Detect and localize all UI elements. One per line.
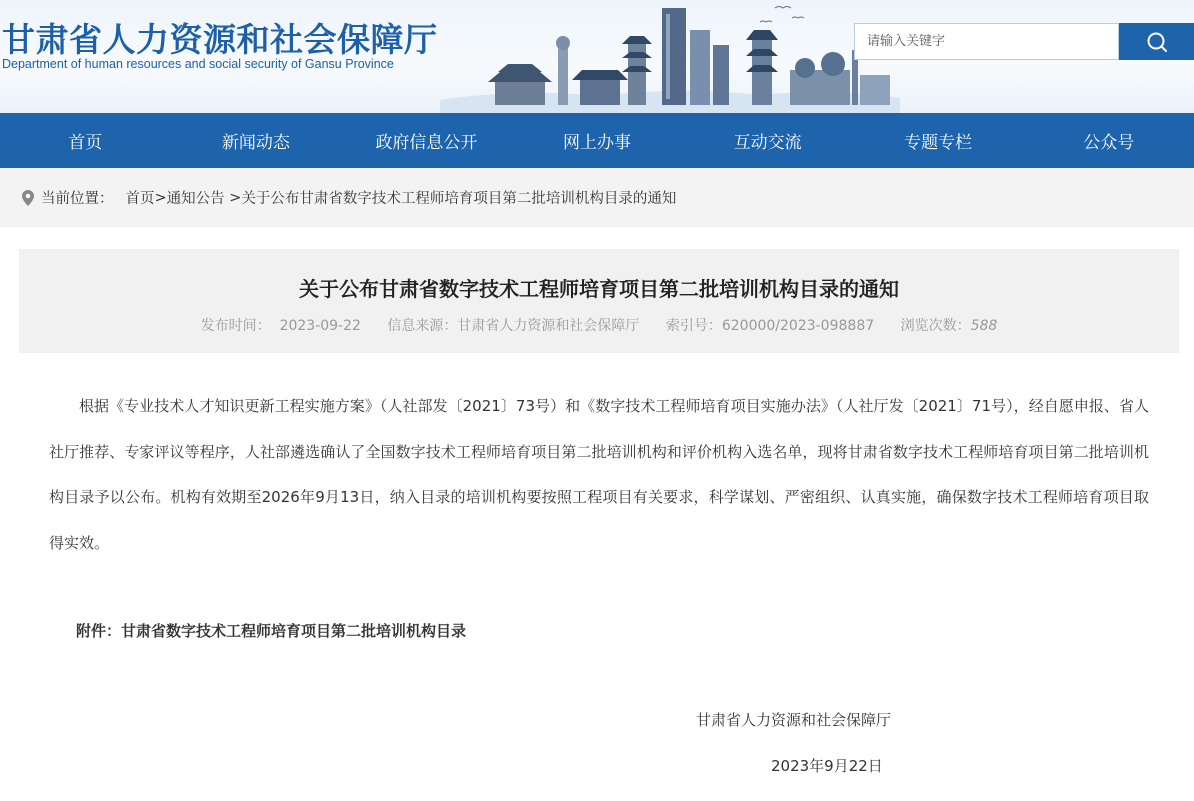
search-icon: [1145, 30, 1169, 54]
info-source: [387, 318, 639, 334]
index-number: [666, 318, 874, 334]
breadcrumb-current-page[interactable]: 关于公布甘肃省数字技术工程师培育项目第二批培训机构目录的通知: [241, 191, 677, 207]
main-nav: [0, 113, 1194, 168]
breadcrumb-separator: >: [154, 189, 167, 206]
location-pin-icon: [22, 190, 34, 206]
site-title[interactable]: 甘肃省人力资源和社会保障厅: [2, 20, 438, 59]
article-body: 根据《专业技术人才知识更新工程实施方案》（人社部发〔2021〕73号）和《数字技术工程师培育项目实施办法》（人社厅发〔2021〕71号），经自愿申报、省人社厅推荐、专家评议等程序，人社部遴选确认了全国数字技术工程师培育项目第二批培训机构和评价机构入选名单，现将甘肃省数字技术工程师培育项目第二批培训机构目录予以公布。机构有效期至2026年9月13日，纳入目录的培训机构要按照工程项目有关要求，科学谋划、严密组织、认真实施，确保数字技术工程师培育项目取得实效。: [49, 397, 1149, 552]
article-header: [19, 249, 1179, 353]
nav-item-gov-info[interactable]: 政府信息公开: [375, 133, 478, 153]
view-count-value: 588: [970, 318, 998, 334]
nav-item-home[interactable]: 首页: [68, 133, 103, 153]
search-input[interactable]: [854, 23, 1119, 60]
publish-time: [201, 318, 361, 334]
nav-item-news[interactable]: 新闻动态: [221, 133, 290, 153]
breadcrumb-home-link[interactable]: 首页: [125, 191, 155, 207]
breadcrumb: [0, 168, 1194, 227]
publish-date: 2023-09-22: [279, 318, 361, 334]
issue-date: 2023年9月22日: [771, 757, 883, 775]
index-number-value: 620000/2023-098887: [721, 318, 875, 334]
attachment-link[interactable]: 附件：甘肃省数字技术工程师培育项目第二批培训机构目录: [76, 622, 467, 640]
breadcrumb-separator: >: [224, 189, 242, 206]
search-button[interactable]: [1119, 23, 1194, 60]
publish-time-label: 发布时间：: [200, 318, 271, 334]
nav-item-interaction[interactable]: 互动交流: [733, 133, 802, 153]
nav-item-topics[interactable]: 专题专栏: [904, 133, 973, 153]
breadcrumb-label: 当前位置：: [41, 191, 114, 207]
index-number-label: 索引号：: [665, 318, 722, 334]
site-subtitle: Department of human resources and social security of Gansu Province: [2, 57, 394, 71]
issuing-department: 甘肃省人力资源和社会保障厅: [696, 711, 892, 729]
article-title: 关于公布甘肃省数字技术工程师培育项目第二批培训机构目录的通知: [299, 277, 899, 301]
site-header: [0, 0, 1194, 113]
view-count: [901, 318, 998, 334]
nav-item-online-services[interactable]: 网上办事: [563, 133, 632, 153]
breadcrumb-notices-link[interactable]: 通知公告: [166, 191, 225, 207]
info-source-value: 甘肃省人力资源和社会保障厅: [457, 318, 640, 334]
article-meta: [19, 315, 1179, 335]
view-count-label: 浏览次数：: [900, 318, 971, 334]
info-source-label: 信息来源：: [387, 318, 458, 334]
city-skyline-illustration: [440, 0, 900, 113]
nav-item-wechat[interactable]: 公众号: [1083, 133, 1135, 153]
